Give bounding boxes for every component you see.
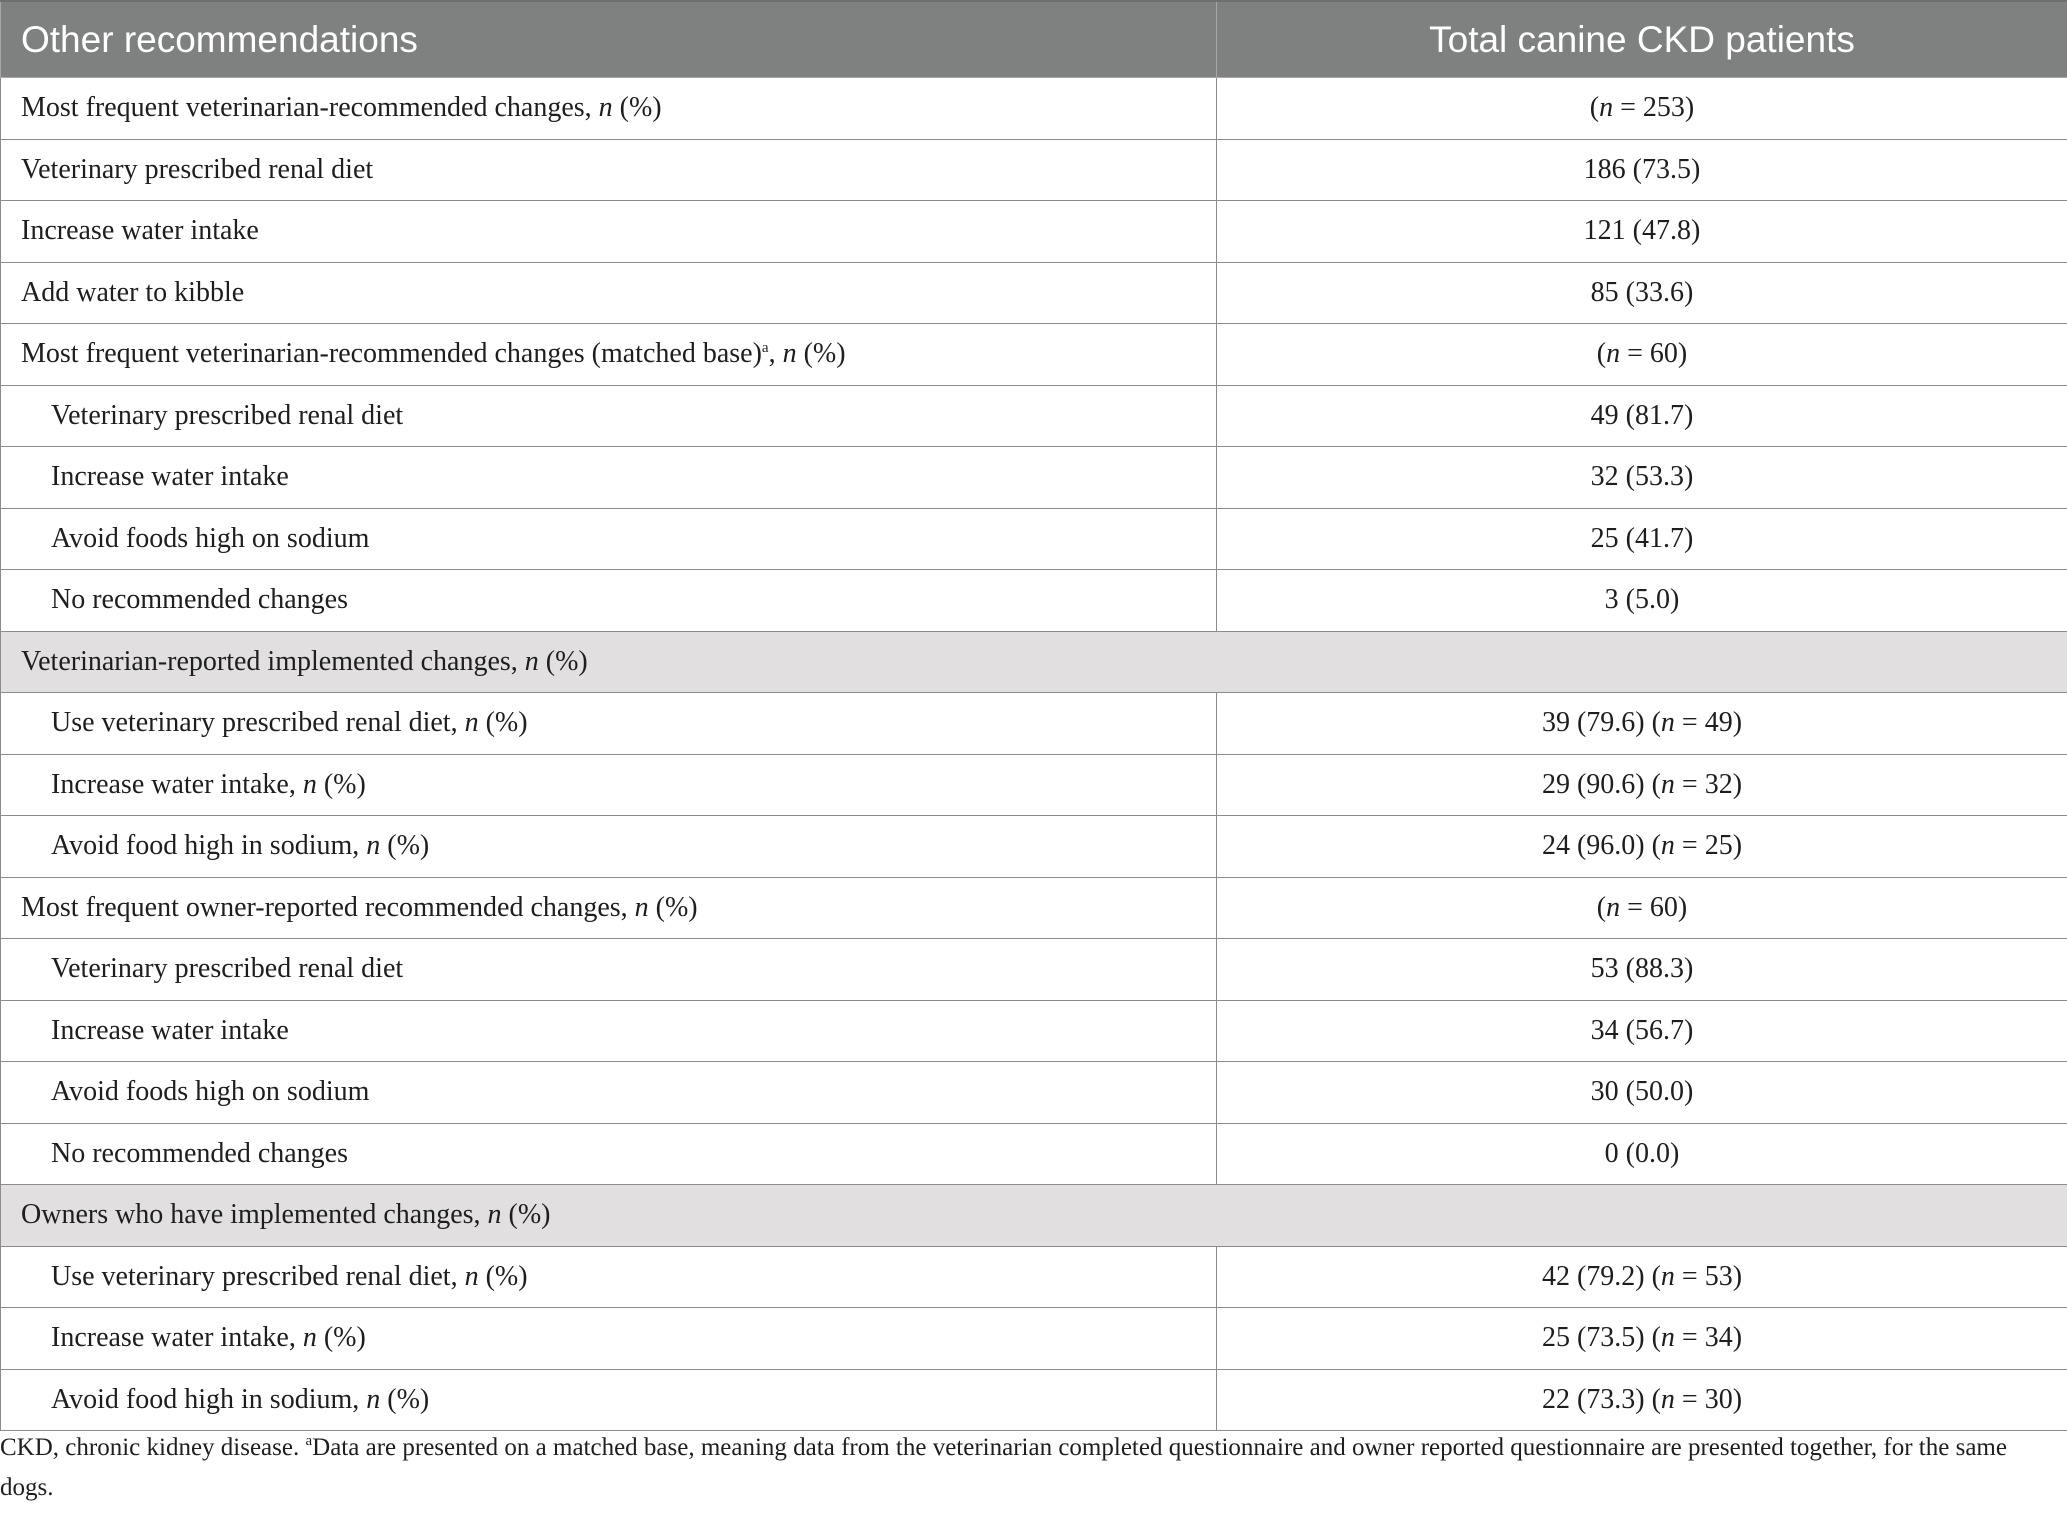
- table-row: [1, 139, 2067, 201]
- table-row: [1, 385, 2067, 447]
- row-label: Veterinary prescribed renal diet: [1, 139, 1217, 201]
- row-value: 25 (41.7): [1217, 508, 2067, 570]
- row-value: 186 (73.5): [1217, 139, 2067, 201]
- table-row: [1, 1308, 2067, 1370]
- row-label: No recommended changes: [1, 1123, 1217, 1185]
- table-row: [1, 570, 2067, 632]
- row-value: 29 (90.6) (n = 32): [1217, 754, 2067, 816]
- row-label: Use veterinary prescribed renal diet, n (%): [1, 1246, 1217, 1308]
- row-label: Avoid foods high on sodium: [1, 1062, 1217, 1124]
- table-row: [1, 754, 2067, 816]
- row-value: 42 (79.2) (n = 53): [1217, 1246, 2067, 1308]
- row-label: Most frequent veterinarian-recommended changes, n (%): [1, 78, 1217, 140]
- table-header-row: [1, 1, 2067, 78]
- row-value: (n = 253): [1217, 78, 2067, 140]
- row-value: 49 (81.7): [1217, 385, 2067, 447]
- table-row: [1, 447, 2067, 509]
- row-label: Increase water intake: [1, 201, 1217, 263]
- table-row: [1, 508, 2067, 570]
- row-value: 39 (79.6) (n = 49): [1217, 693, 2067, 755]
- row-value: 0 (0.0): [1217, 1123, 2067, 1185]
- header-total-canine-ckd-patients: Total canine CKD patients: [1217, 1, 2067, 78]
- section-header-row: [1, 631, 2067, 693]
- row-label: Avoid foods high on sodium: [1, 508, 1217, 570]
- row-value: 32 (53.3): [1217, 447, 2067, 509]
- row-value: 22 (73.3) (n = 30): [1217, 1369, 2067, 1431]
- table-row: [1, 877, 2067, 939]
- table-row: [1, 816, 2067, 878]
- row-value: 30 (50.0): [1217, 1062, 2067, 1124]
- row-label: Increase water intake, n (%): [1, 1308, 1217, 1370]
- row-value: 53 (88.3): [1217, 939, 2067, 1001]
- table-row: [1, 324, 2067, 386]
- row-value: 85 (33.6): [1217, 262, 2067, 324]
- row-value: 25 (73.5) (n = 34): [1217, 1308, 2067, 1370]
- table-row: [1, 201, 2067, 263]
- row-value: (n = 60): [1217, 324, 2067, 386]
- row-label: Most frequent veterinarian-recommended changes (matched base)$^a$, n (%): [1, 324, 1217, 386]
- table-row: [1, 1123, 2067, 1185]
- row-label: Increase water intake: [1, 447, 1217, 509]
- row-label: Increase water intake: [1, 1000, 1217, 1062]
- table-row: [1, 78, 2067, 140]
- row-label: Veterinary prescribed renal diet: [1, 385, 1217, 447]
- row-label: No recommended changes: [1, 570, 1217, 632]
- row-value: 34 (56.7): [1217, 1000, 2067, 1062]
- table-footnote: CKD, chronic kidney disease. $^a$Data are presented on a matched base, meaning data from the veterinarian completed questionnaire and owner reported questionnaire are presented together, for the same dogs.: [0, 1433, 2007, 1501]
- row-value: 3 (5.0): [1217, 570, 2067, 632]
- table-row: [1, 693, 2067, 755]
- section-header-row: [1, 1185, 2067, 1247]
- table-row: [1, 262, 2067, 324]
- row-value: (n = 60): [1217, 877, 2067, 939]
- table-row: [1, 1246, 2067, 1308]
- row-label: Use veterinary prescribed renal diet, n (%): [1, 693, 1217, 755]
- row-label: Increase water intake, n (%): [1, 754, 1217, 816]
- row-label: Avoid food high in sodium, n (%): [1, 1369, 1217, 1431]
- table-row: [1, 939, 2067, 1001]
- section-label: Owners who have implemented changes, n (%): [1, 1185, 2067, 1247]
- table-row: [1, 1000, 2067, 1062]
- header-other-recommendations: Other recommendations: [1, 1, 1217, 78]
- section-label: Veterinarian-reported implemented changes, n (%): [1, 631, 2067, 693]
- table-row: [1, 1369, 2067, 1431]
- row-label: Avoid food high in sodium, n (%): [1, 816, 1217, 878]
- row-label: Most frequent owner-reported recommended changes, n (%): [1, 877, 1217, 939]
- row-label: Add water to kibble: [1, 262, 1217, 324]
- table-row: [1, 1062, 2067, 1124]
- row-value: 121 (47.8): [1217, 201, 2067, 263]
- row-label: Veterinary prescribed renal diet: [1, 939, 1217, 1001]
- row-value: 24 (96.0) (n = 25): [1217, 816, 2067, 878]
